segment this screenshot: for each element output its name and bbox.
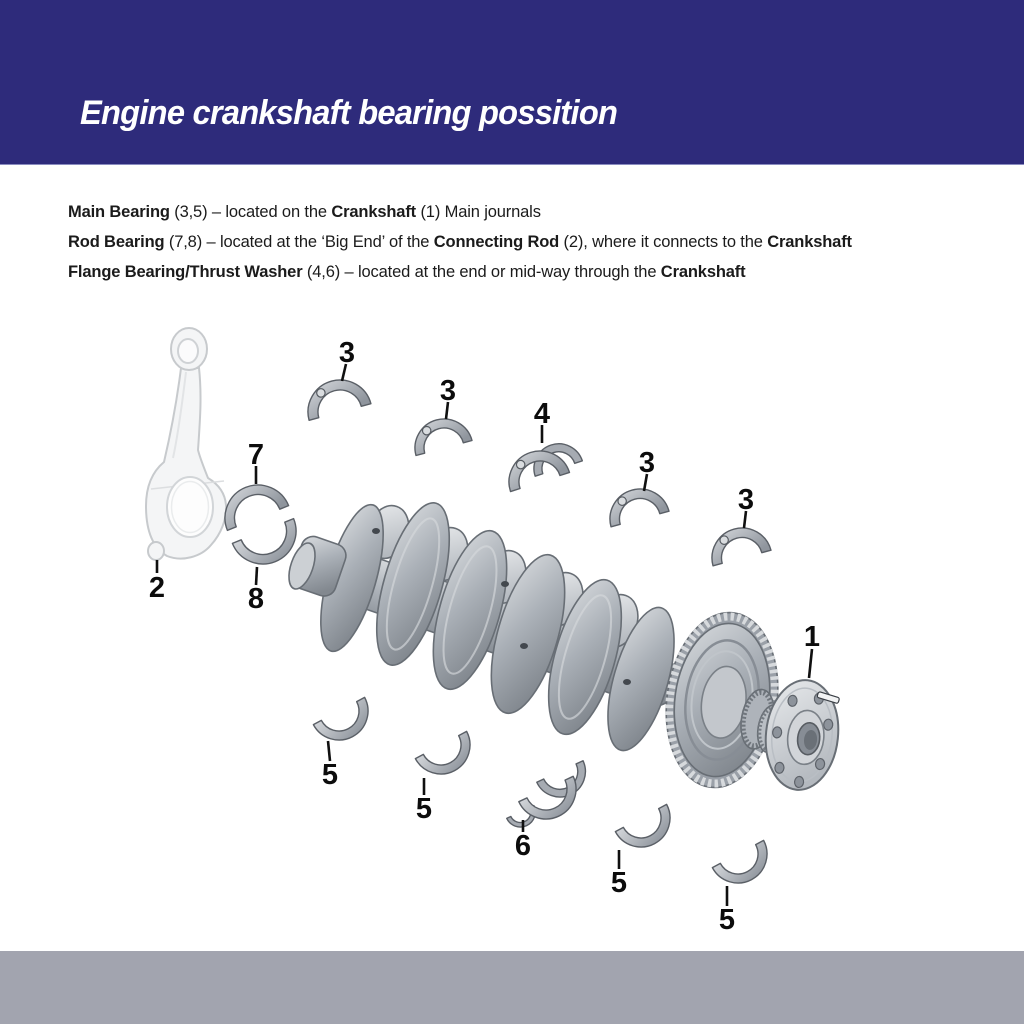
- callout-number: 3: [737, 484, 755, 516]
- callout-number: 1: [803, 621, 821, 653]
- description-term: Crankshaft: [767, 233, 852, 251]
- callout-4-thrust-washer-top: [534, 398, 550, 443]
- callout-3-main-bearing-c: [639, 447, 655, 491]
- rod-bolt-boss: [148, 542, 164, 560]
- description-text: (7,8) – located at the ‘Big End’ of the: [168, 233, 434, 251]
- callout-number: 3: [439, 375, 457, 407]
- callout-number: 5: [321, 759, 339, 791]
- callout-3-main-bearing-d: [738, 484, 754, 528]
- callout-5-main-bearing-d: [719, 886, 735, 936]
- callout-5-main-bearing-a: [322, 741, 338, 791]
- description-term: Main Bearing: [68, 203, 175, 221]
- callout-number: 2: [148, 572, 166, 604]
- footer-band: [0, 951, 1024, 1024]
- callout-1-crankshaft-flange: [804, 621, 820, 678]
- callout-leader-line: [328, 741, 330, 761]
- main-bearing-shell-5c: [615, 804, 680, 857]
- callout-leader-line: [809, 649, 812, 678]
- thrust-washer-shell-4: [501, 437, 585, 491]
- callout-3-main-bearing-b: [440, 375, 456, 419]
- callout-2-connecting-rod: [149, 560, 165, 604]
- main-bearing-shell-5d: [712, 840, 777, 893]
- main-bearing-shell-5a: [313, 697, 378, 750]
- description-term: Connecting Rod: [433, 233, 560, 251]
- rod-small-end-bore: [178, 339, 198, 363]
- description-text: (3,5) – located on the: [174, 203, 332, 221]
- connecting-rod-illustration: [146, 328, 226, 560]
- description-text: (1) Main journals: [416, 203, 541, 221]
- main-bearing-shell-3b: [408, 412, 472, 455]
- main-bearing-shell-3a: [301, 373, 371, 420]
- thrust-washer-shell-6: [498, 761, 600, 837]
- main-bearing-shell-3d: [705, 521, 771, 566]
- callout-7-rod-bearing-upper: [248, 439, 264, 484]
- page-title: Engine crankshaft bearing possition: [80, 94, 618, 132]
- description-term: Rod Bearing: [68, 233, 169, 251]
- description-term: Flange Bearing/Thrust Washer: [68, 263, 307, 281]
- description-text: (2), where it connects to the: [559, 233, 768, 251]
- callout-number: 5: [718, 904, 736, 936]
- callout-number: 4: [533, 398, 551, 430]
- callout-number: 5: [415, 793, 433, 825]
- main-bearing-shell-3c: [603, 482, 669, 527]
- callout-3-main-bearing-a: [339, 337, 355, 381]
- callout-5-main-bearing-b: [416, 778, 432, 825]
- description-term: Crankshaft: [331, 203, 417, 221]
- callout-number: 7: [247, 439, 265, 471]
- description-text: (4,6) – located at the end or mid-way through the: [306, 263, 661, 281]
- callout-number: 3: [638, 447, 656, 479]
- callout-number: 5: [610, 867, 628, 899]
- main-bearing-shell-5b: [415, 731, 480, 784]
- callout-5-main-bearing-c: [611, 850, 627, 899]
- callout-number: 8: [247, 583, 265, 615]
- rod-big-end-bore: [167, 477, 213, 537]
- callout-8-rod-bearing-lower: [248, 567, 264, 615]
- callout-number: 6: [514, 830, 532, 862]
- description-term: Crankshaft: [660, 263, 746, 281]
- callout-number: 3: [338, 337, 356, 369]
